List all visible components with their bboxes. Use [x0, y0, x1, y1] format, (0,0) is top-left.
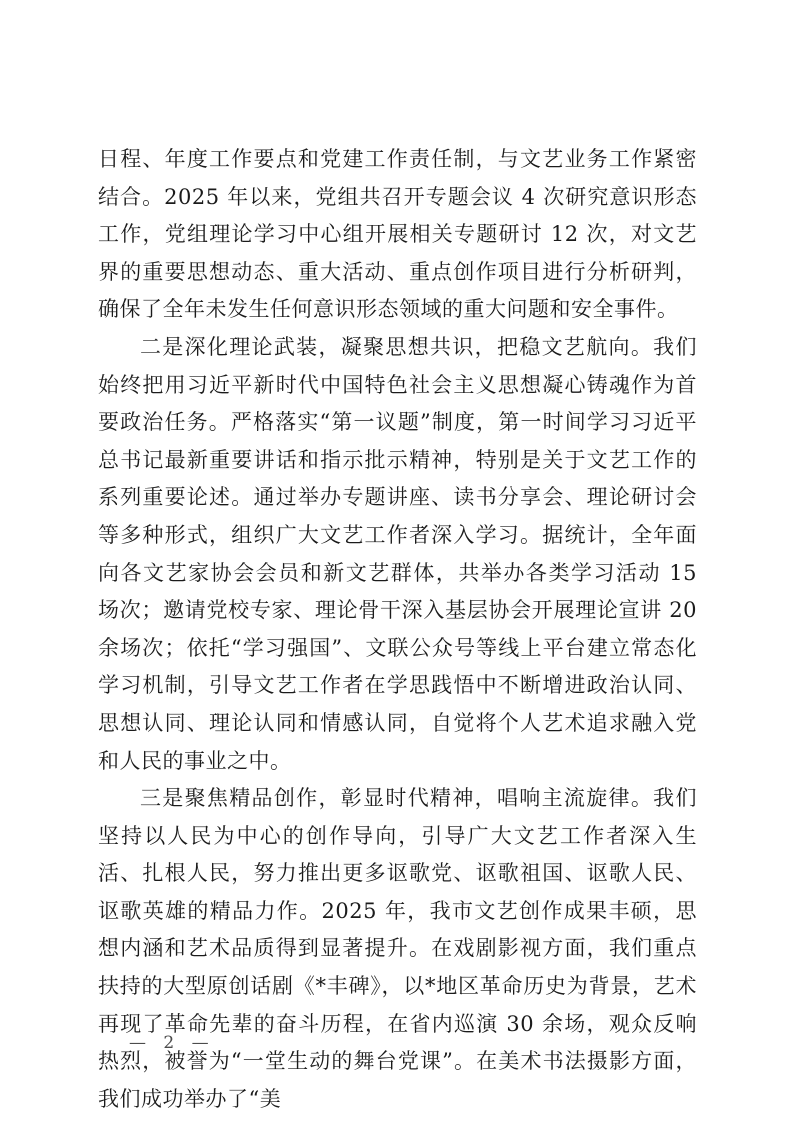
document-body	[98, 141, 697, 1118]
paragraph-quality-creation: 三是聚焦精品创作，彰显时代精神，唱响主流旋律。我们坚持以人民为中心的创作导向，引导广大文艺工作者深入生活、扎根人民，努力推出更多讴歌党、讴歌祖国、讴歌人民、讴歌英雄的精品力作。2025 年，我市文艺创作成果丰硕，思想内涵和艺术品质得到显著提升。在戏剧影视方面，我们重点扶持的大型原创话剧《*丰碑》，以*地区革命历史为背景，艺术再现了革命先辈的奋斗历程，在省内巡演 30 余场，观众反响热烈，被誉为“一堂生动的舞台党课”。在美术书法摄影方面，我们成功举办了“美	[98, 786, 697, 1111]
paragraph-ideology-work: 日程、年度工作要点和党建工作责任制，与文艺业务工作紧密结合。2025 年以来，党组共召开专题会议 4 次研究意识形态工作，党组理论学习中心组开展相关专题研讨 12 次，对文艺界的重要思想动态、重大活动、重点创作项目进行分析研判，确保了全年未发生任何意识形态领域的重大问题和安全事件。	[98, 147, 697, 322]
page-number: — 2 —	[129, 1033, 215, 1053]
paragraph-theory-armament: 二是深化理论武装，凝聚思想共识，把稳文艺航向。我们始终把用习近平新时代中国特色社会主义思想凝心铸魂作为首要政治任务。严格落实“第一议题”制度，第一时间学习习近平总书记最新重要讲话和指示批示精神，特别是关于文艺工作的系列重要论述。通过举办专题讲座、读书分享会、理论研讨会等多种形式，组织广大文艺工作者深入学习。据统计，全年面向各文艺家协会会员和新文艺群体，共举办各类学习活动 15 场次；邀请党校专家、理论骨干深入基层协会开展理论宣讲 20 余场次；依托“学习强国”、文联公众号等线上平台建立常态化学习机制，引导文艺工作者在学思践悟中不断增进政治认同、思想认同、理论认同和情感认同，自觉将个人艺术追求融入党和人民的事业之中。	[98, 334, 697, 773]
